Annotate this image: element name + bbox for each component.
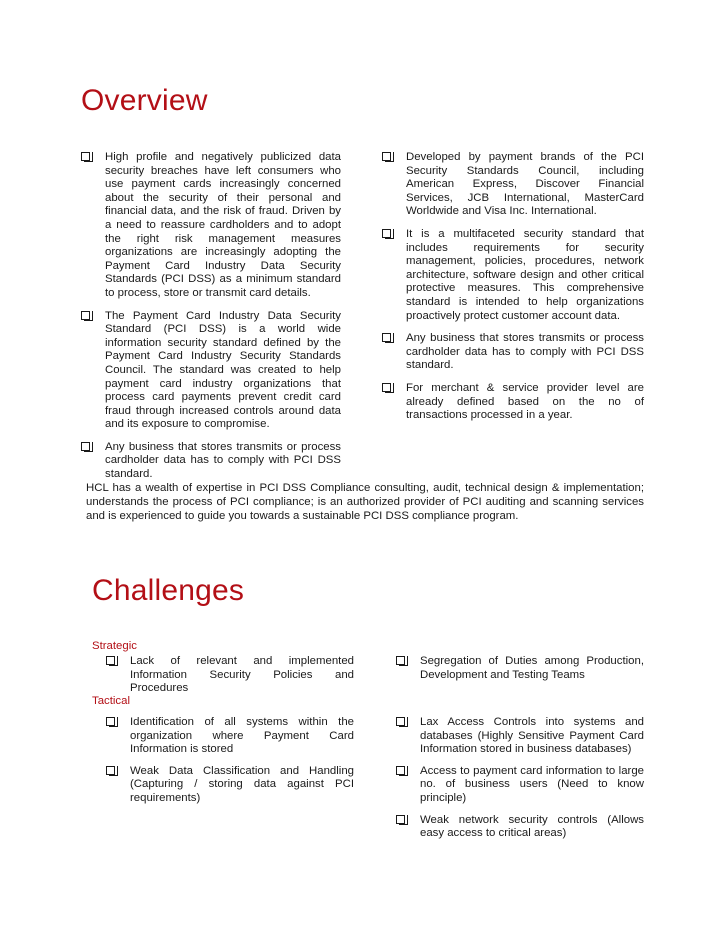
overview-left-column — [81, 151, 341, 491]
list-item: Any business that stores transmits or process cardholder data has to comply with PCI DSS standard. — [81, 441, 341, 482]
checkbox-bullet-icon — [396, 656, 405, 665]
list-item: High profile and negatively publicized data security breaches have left consumers who use payment cards increasingly concerned about the security of their personal and financial data, and the risk of fraud. Driven by a need to reassure cardholders and to adopt the right risk management measures organizations are increasingly adopting the Payment Card Industry Data Security Standards (PCI DSS) as a minimum standard to process, store or transmit card details. — [81, 151, 341, 301]
checkbox-bullet-icon — [382, 383, 391, 392]
strategic-left-column — [106, 655, 354, 705]
checkbox-bullet-icon — [382, 152, 391, 161]
checkbox-bullet-icon — [81, 311, 90, 320]
list-item: It is a multifaceted security standard that includes requirements for security management, policies, procedures, network architecture, software design and other critical protective measures. This comprehensive standard is intended to help organizations proactively protect customer account data. — [382, 228, 644, 323]
tactical-left-column — [106, 716, 354, 815]
list-item: Segregation of Duties among Production, Development and Testing Teams — [396, 655, 644, 682]
checkbox-bullet-icon — [382, 333, 391, 342]
checkbox-bullet-icon — [106, 656, 115, 665]
list-item: Access to payment card information to large no. of business users (Need to know principle) — [396, 765, 644, 806]
tactical-label: Tactical — [92, 695, 130, 707]
challenges-title: Challenges — [92, 574, 245, 607]
checkbox-bullet-icon — [396, 766, 405, 775]
list-item: For merchant & service provider level are already defined based on the no of transactions processed in a year. — [382, 382, 644, 423]
overview-right-column — [382, 151, 644, 432]
checkbox-bullet-icon — [106, 717, 115, 726]
list-item: Any business that stores transmits or process cardholder data has to comply with PCI DSS standard. — [382, 332, 644, 373]
list-item: Developed by payment brands of the PCI Security Standards Council, including American Express, Discover Financial Services, JCB International, MasterCard Worldwide and Visa Inc. International. — [382, 151, 644, 219]
checkbox-bullet-icon — [396, 815, 405, 824]
checkbox-bullet-icon — [81, 152, 90, 161]
list-item: Weak Data Classification and Handling (Capturing / storing data against PCI requirements) — [106, 765, 354, 806]
checkbox-bullet-icon — [382, 229, 391, 238]
strategic-right-column — [396, 655, 644, 691]
list-item: Identification of all systems within the organization where Payment Card Information is stored — [106, 716, 354, 757]
hcl-paragraph: HCL has a wealth of expertise in PCI DSS Compliance consulting, audit, technical design & implementation; understands the process of PCI compliance; is an authorized provider of PCI auditing and scanning services and is experienced to guide you towards a sustainable PCI DSS compliance program. — [86, 482, 644, 522]
tactical-right-column — [396, 716, 644, 850]
list-item: Lack of relevant and implemented Information Security Policies and Procedures — [106, 655, 354, 696]
checkbox-bullet-icon — [396, 717, 405, 726]
list-item: The Payment Card Industry Data Security Standard (PCI DSS) is a world wide information security standard defined by the Payment Card Industry Security Standards Council. The standard was created to help payment card industry organizations that process card payments prevent credit card fraud through increased controls around data and its exposure to compromise. — [81, 310, 341, 432]
list-item: Lax Access Controls into systems and databases (Highly Sensitive Payment Card Information stored in business databases) — [396, 716, 644, 757]
overview-title: Overview — [81, 84, 208, 117]
list-item: Weak network security controls (Allows easy access to critical areas) — [396, 814, 644, 841]
checkbox-bullet-icon — [106, 766, 115, 775]
strategic-label: Strategic — [92, 640, 137, 652]
checkbox-bullet-icon — [81, 442, 90, 451]
